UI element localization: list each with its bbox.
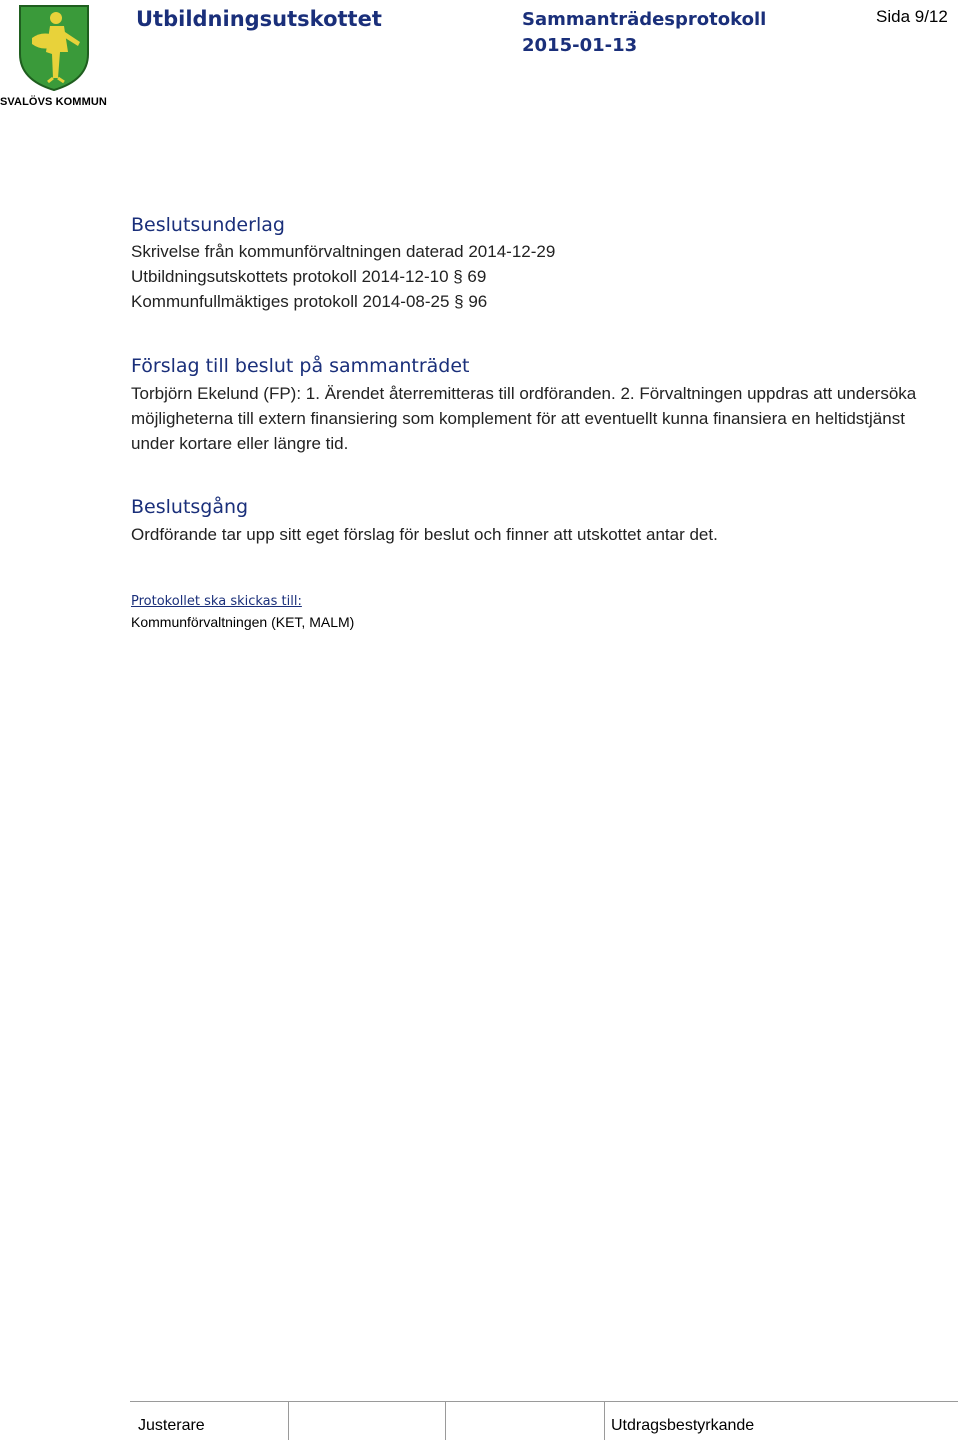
signature-cell [445,1402,605,1440]
municipality-logo [0,4,110,108]
protocol-date: 2015-01-13 [522,35,638,56]
beslutsgang-heading: Beslutsgång [131,496,249,518]
justerare-cell [130,1402,289,1440]
forslag-text: Torbjörn Ekelund (FP): 1. Ärendet återremitteras till ordföranden. 2. Förvaltningen uppdras att undersöka möjligheterna till extern finansiering som komplement för att eventuellt kunna finansiera en heltidstjänst under kortare eller längre tid. [131,384,917,453]
municipality-name: SVALÖVS KOMMUN [0,96,107,108]
underlag-line: Skrivelse från kommunförvaltningen daterad 2014-12-29 [131,242,556,261]
distribution-recipients: Kommunförvaltningen (KET, MALM) [131,614,355,630]
beslutsgang-text: Ordförande tar upp sitt eget förslag för beslut och finner att utskottet antar det. [131,525,718,544]
page-number: Sida 9/12 [876,7,948,26]
justerare-label: Justerare [138,1417,205,1434]
protocol-heading [522,7,766,59]
utdragsbestyrkande-cell [604,1402,958,1440]
utdragsbestyrkande-label: Utdragsbestyrkande [611,1417,755,1434]
underlag-line: Kommunfullmäktiges protokoll 2014-08-25 § 96 [131,292,488,311]
signature-footer [130,1401,958,1440]
beslutsunderlag-heading: Beslutsunderlag [131,214,285,236]
protocol-type: Sammanträdesprotokoll [522,9,767,30]
underlag-line: Utbildningsutskottets protokoll 2014-12-10 § 69 [131,267,487,286]
committee-title: Utbildningsutskottet [136,7,382,31]
signature-cell [288,1402,446,1440]
coat-of-arms-icon [18,4,90,92]
forslag-heading: Förslag till beslut på sammanträdet [131,355,470,377]
distribution-label: Protokollet ska skickas till: [131,594,302,609]
